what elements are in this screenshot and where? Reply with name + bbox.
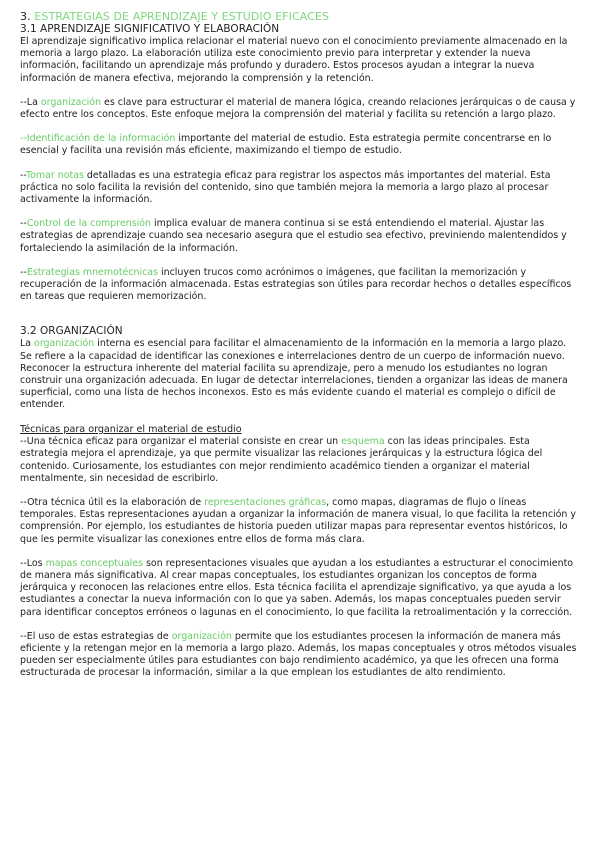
paragraph-uso-estrategias: --El uso de estas estrategias de organización permite que los estudiantes procesen la información de manera más eficiente y la retengan mejor en la memoria a largo plazo. Además, los mapas conceptuales y otros métodos visuales pueden ser especialmente útiles para estudiantes con bajo rendimiento académico, ya que les ofrecen una forma estructurada de procesar la información, similar a la que emplean los estudiantes de alto rendimiento. — [20, 630, 577, 679]
paragraph-organizacion: --La organización es clave para estructurar el material de manera lógica, creando relaciones jerárquicas o de causa y efecto entre los conceptos. Este enfoque mejora la comprensión del material y facilita su retención a largo plazo. — [20, 96, 576, 121]
section-3-2-intro: La organización interna es esencial para facilitar el almacenamiento de la información en la memoria a largo plazo. Se refiere a la capacidad de identificar las conexiones e interrelaciones dentro de un cuerpo de información nuevo. Reconocer la estructura inherente del material facilita su aprendizaje, pero a menudo los estudiantes no logran construir una organización adecuada. En lugar de detectar interrelaciones, tienden a organizar las ideas de manera superficial, como una lista de hechos inconexos. Esto es más evidente cuando el material es complejo o difícil de entender. — [20, 338, 568, 411]
section-3-title — [20, 10, 580, 23]
highlight-representaciones: representaciones gráficas — [204, 496, 327, 508]
paragraph-identificacion: --Identificación de la información importante del material de estudio. Esta estrategia permite concentrarse en lo esencial y facilita una revisión más eficiente, maximizando el tiempo de estudio. — [20, 133, 552, 157]
paragraph-tomar-notas: --Tomar notas detalladas es una estrategia eficaz para registrar los aspectos más importantes del material. Esta práctica no solo facilita la revisión del contenido, sino que también mejora la memoria a largo plazo al procesar activamente la información. — [20, 169, 551, 206]
paragraph-representaciones: --Otra técnica útil es la elaboración de representaciones gráficas, como mapas, diagramas de flujo o líneas temporales. Estas representaciones ayudan a organizar la información de manera visual, lo que facilita la retención y comprensión. Por ejemplo, los estudiantes de historia pueden utilizar mapas para representar eventos históricos, lo que les permite visualizar las conexiones entre ellos de forma más clara. — [20, 496, 576, 545]
section-3-1-heading: 3.1 APRENDIZAJE SIGNIFICATIVO Y ELABORACIÓN — [20, 23, 280, 35]
section-3-2-heading: 3.2 ORGANIZACIÓN — [20, 325, 123, 338]
section-3-number: 3. — [20, 10, 31, 23]
highlight-organizacion-final: organización — [171, 630, 232, 642]
highlight-mapas-conceptuales: mapas conceptuales — [45, 557, 144, 569]
paragraph-mnemotecnicas: --Estrategias mnemotécnicas incluyen trucos como acrónimos o imágenes, que facilitan la memorización y recuperación de la información almacenada. Estas estrategias son útiles para recordar hechos o detalles específicos en tareas que requieren memorización. — [20, 266, 572, 303]
highlight-organizacion-interna: organización — [34, 338, 95, 350]
highlight-tomar-notas: Tomar notas — [25, 169, 84, 181]
paragraph-mapas-conceptuales: --Los mapas conceptuales son representaciones visuales que ayudan a los estudiantes a estructurar el conocimiento de manera más significativa. Al crear mapas conceptuales, los estudiantes organizan los conceptos de forma jerárquica y reconocen las relaciones entre ellos. Esta técnica facilita el aprendizaje significativo, ya que ayuda a los estudiantes a conectar la nueva información con lo que ya saben. Además, los mapas conceptuales pueden servir para identificar conceptos erróneos o lagunas en el conocimiento, lo que facilita la retroalimentación y la corrección. — [20, 557, 574, 618]
highlight-control-comprension: Control de la comprensión — [26, 218, 152, 230]
highlight-organizacion: organización — [40, 96, 102, 108]
section-3-1-intro: El aprendizaje significativo implica relacionar el material nuevo con el conocimiento previamente almacenado en la memoria a largo plazo. La elaboración utiliza este conocimiento previo para interpretar y extender la nueva información, facilitando un aprendizaje más profundo y duradero. Estos procesos ayudan a integrar la nueva información de manera efectiva, mejorando la comprensión y la retención. — [20, 36, 568, 84]
paragraph-esquema: --Una técnica eficaz para organizar el material consiste en crear un esquema con las ideas principales. Esta estrategia mejora el aprendizaje, ya que permite visualizar las relaciones jerárquicas y la estructura lógica del contenido. Curiosamente, los estudiantes con mejor rendimiento académico tienden a organizar el material mentalmente, sin necesidad de escribirlo. — [20, 436, 543, 484]
techniques-heading: Técnicas para organizar el material de estudio — [20, 423, 242, 435]
section-3-title-text: ESTRATEGIAS DE APRENDIZAJE Y ESTUDIO EFICACES — [34, 10, 330, 23]
highlight-mnemotecnicas: Estrategias mnemotécnicas — [26, 266, 159, 278]
highlight-esquema: esquema — [341, 436, 385, 448]
paragraph-control-comprension: --Control de la comprensión implica evaluar de manera continua si se está entendiendo el material. Ajustar las estrategias de aprendizaje cuando sea necesario asegura que el estudio sea efectivo, previniendo malentendidos y fortaleciendo la asimilación de la información. — [20, 218, 567, 254]
highlight-identificacion: --Identificación de la información — [20, 133, 176, 145]
